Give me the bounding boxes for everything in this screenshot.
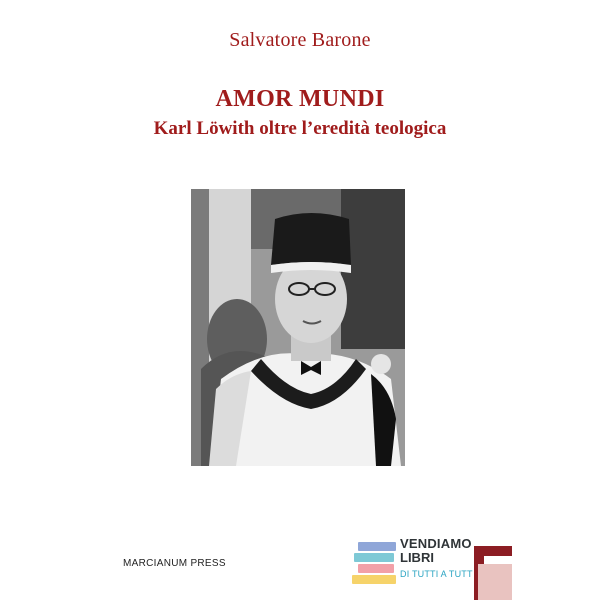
author-name: Salvatore Barone: [229, 29, 371, 51]
book-icon: [352, 575, 396, 584]
book-cover: [97, 0, 503, 600]
badge-line-1: VENDIAMO: [400, 536, 472, 551]
book-icon: [354, 553, 394, 562]
publisher-name: MARCIANUM PRESS: [123, 558, 226, 569]
badge-line-3: DI TUTTI A TUTT: [400, 569, 473, 579]
portrait-illustration: [191, 189, 405, 466]
badge-frame-square: [478, 564, 512, 600]
book-icon: [358, 564, 394, 573]
book-subtitle: Karl Löwith oltre l’eredità teologica: [153, 118, 447, 139]
badge-text: [400, 537, 473, 579]
badge-line-2: LIBRI: [400, 550, 434, 565]
book-icon: [358, 542, 396, 551]
portrait-photo: [191, 189, 405, 466]
book-title: AMOR MUNDI: [215, 86, 385, 112]
books-stack-icon: [350, 538, 400, 588]
vendiamo-libri-badge: [350, 538, 512, 600]
